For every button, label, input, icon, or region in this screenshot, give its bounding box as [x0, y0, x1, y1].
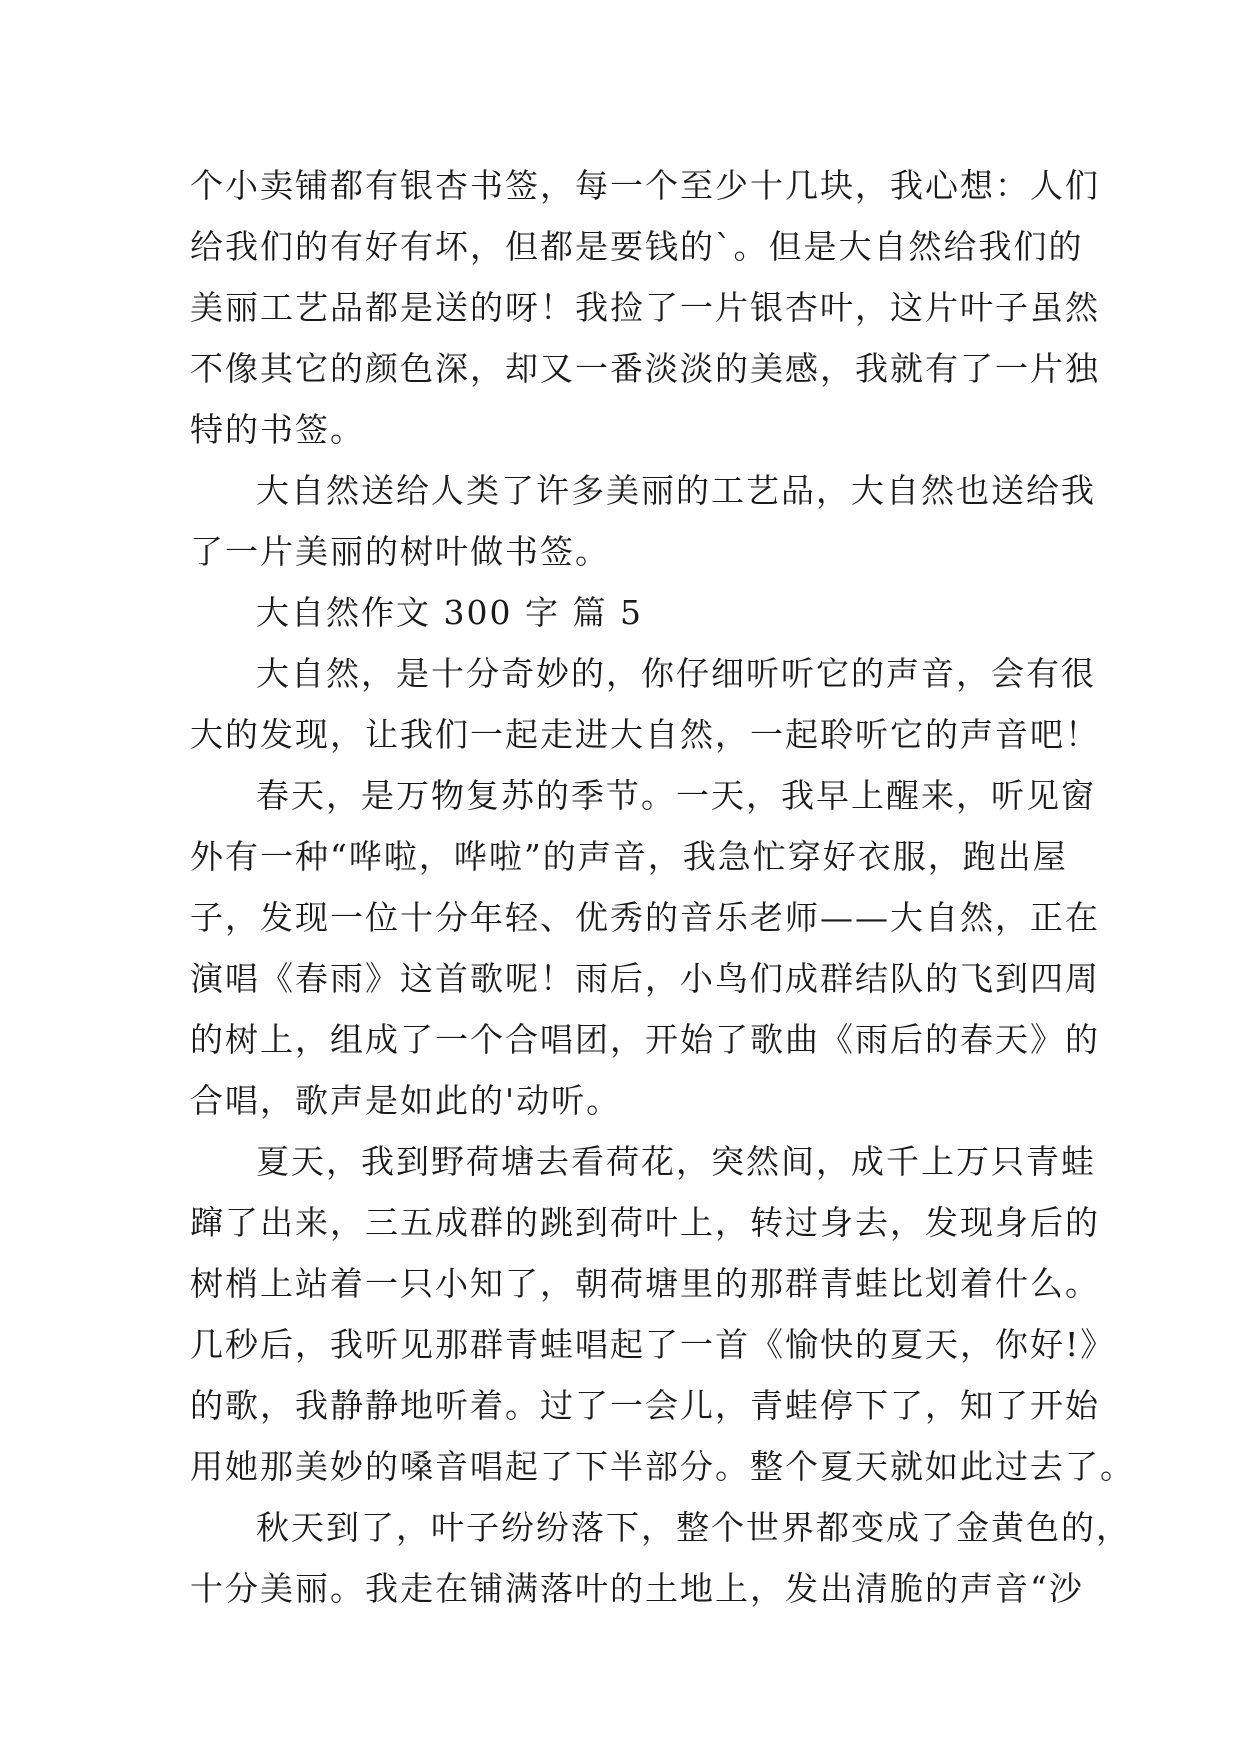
text-line: 几秒后，我听见那群青蛙唱起了一首《愉快的夏天，你好!》 — [190, 1325, 1116, 1364]
text-line: 的歌，我静静地听着。过了一会儿，青蛙停下了，知了开始 — [190, 1386, 1100, 1425]
text-line: 的树上，组成了一个合唱团，开始了歌曲《雨后的春天》的 — [190, 1020, 1100, 1059]
text-line: 子，发现一位十分年轻、优秀的音乐老师——大自然，正在 — [190, 898, 1100, 937]
text-line: 大自然作文 300 字 篇 5 — [256, 593, 643, 632]
text-line: 夏天，我到野荷塘去看荷花，突然间，成千上万只青蛙 — [256, 1142, 1096, 1181]
text-line: 用她那美妙的嗓音唱起了下半部分。整个夏天就如此过去了。 — [190, 1447, 1135, 1486]
text-line: 大自然，是十分奇妙的，你仔细听听它的声音，会有很 — [256, 654, 1096, 693]
text-line: 春天，是万物复苏的季节。一天，我早上醒来，听见窗 — [256, 776, 1096, 815]
text-line: 树梢上站着一只小知了，朝荷塘里的那群青蛙比划着什么。 — [190, 1264, 1100, 1303]
text-line: 给我们的有好有坏，但都是要钱的`。但是大自然给我们的 — [190, 227, 1084, 266]
text-line: 蹿了出来，三五成群的跳到荷叶上，转过身去，发现身后的 — [190, 1203, 1100, 1242]
text-line: 演唱《春雨》这首歌呢！雨后，小鸟们成群结队的飞到四周 — [190, 959, 1100, 998]
text-line: 大自然送给人类了许多美丽的工艺品，大自然也送给我 — [256, 471, 1096, 510]
text-line: 不像其它的颜色深，却又一番淡淡的美感，我就有了一片独 — [190, 349, 1100, 388]
text-line: 大的发现，让我们一起走进大自然，一起聆听它的声音吧！ — [190, 715, 1100, 754]
text-line: 了一片美丽的树叶做书签。 — [190, 532, 610, 571]
text-line: 特的书签。 — [190, 410, 365, 449]
text-line: 合唱，歌声是如此的'动听。 — [190, 1081, 622, 1120]
text-line: 外有一种“哗啦，哗啦”的声音，我急忙穿好衣服，跑出屋 — [190, 837, 1068, 876]
text-line: 十分美丽。我走在铺满落叶的土地上，发出清脆的声音“沙 — [190, 1569, 1084, 1608]
essay-text — [190, 155, 1135, 1619]
text-line: 美丽工艺品都是送的呀！我捡了一片银杏叶，这片叶子虽然 — [190, 288, 1100, 327]
text-line: 个小卖铺都有银杏书签，每一个至少十几块，我心想：人们 — [190, 166, 1100, 205]
text-line: 秋天到了，叶子纷纷落下，整个世界都变成了金黄色的， — [256, 1508, 1131, 1547]
